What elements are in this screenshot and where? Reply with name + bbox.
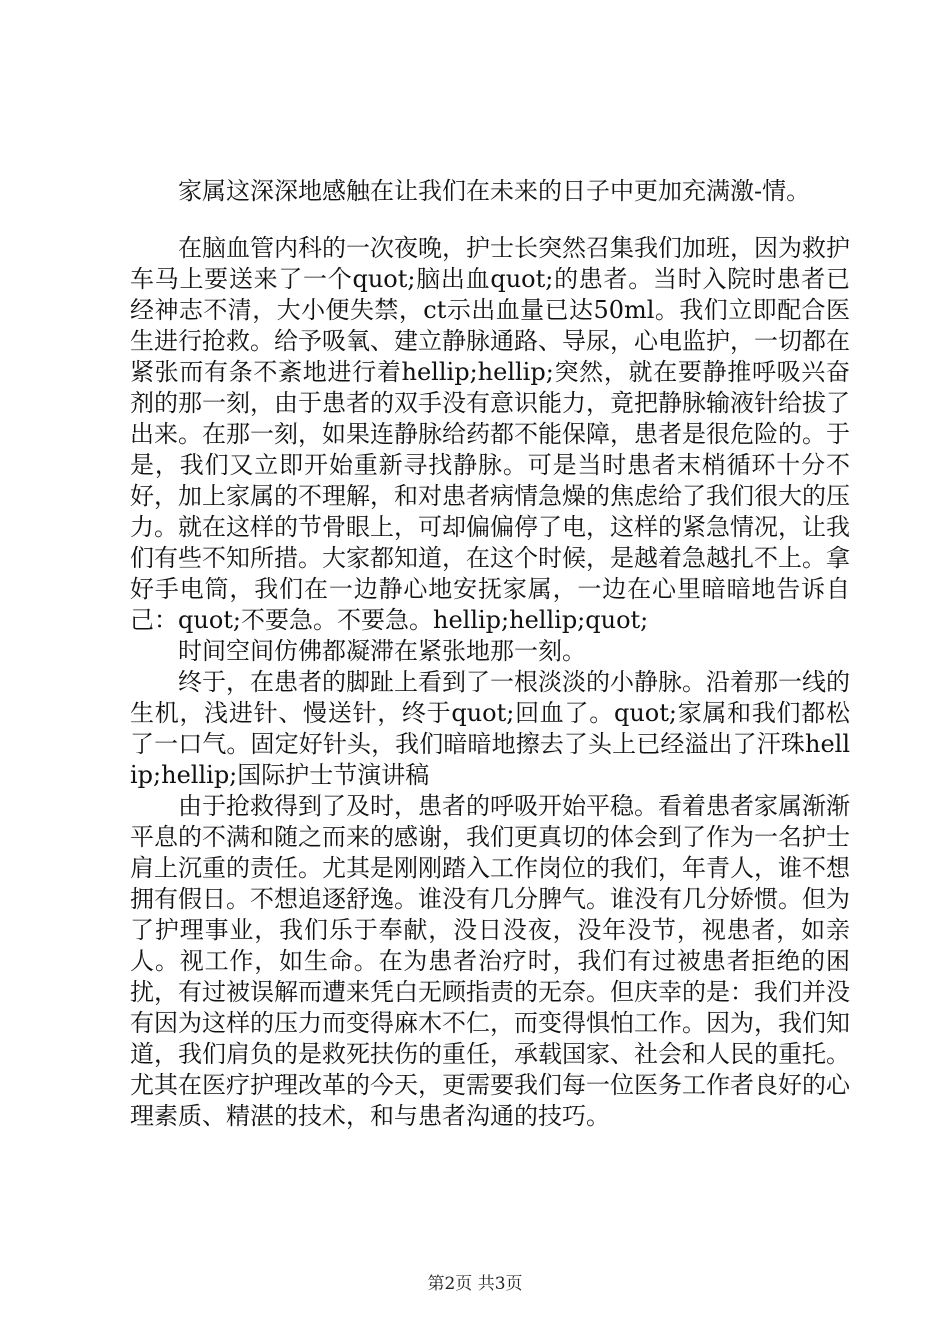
paragraph-2: 在脑血管内科的一次夜晚，护士长突然召集我们加班，因为救护车马上要送来了一个quot;脑出血quot;的患者。当时入院时患者已经神志不清，大小便失禁，ct示出血量已达50ml。我们立即配合医生进行抢救。给予吸氧、建立静脉通路、导尿，心电监护，一切都在紧张而有条不紊地进行着hellip;hellip;突然，就在要静推呼吸兴奋剂的那一刻，由于患者的双手没有意识能力，竟把静脉输液针给拔了出来。在那一刻，如果连静脉给药都不能保障，患者是很危险的。于是，我们又立即开始重新寻找静脉。可是当时患者末梢循环十分不好，加上家属的不理解，和对患者病情急燥的焦虑给了我们很大的压力。就在这样的节骨眼上，可却偏偏停了电，这样的紧急情况，让我们有些不知所措。大家都知道，在这个时候，是越着急越扎不上。拿好手电筒，我们在一边静心地安抚家属，一边在心里暗暗地告诉自己：quot;不要急。不要急。hellip;hellip;quot; bbox=[130, 234, 850, 634]
body-text-block bbox=[130, 233, 850, 1132]
paragraph-4: 终于，在患者的脚趾上看到了一根淡淡的小静脉。沿着那一线的生机，浅进针、慢送针，终于quot;回血了。quot;家属和我们都松了一口气。固定好针头，我们暗暗地擦去了头上已经溢出了汗珠hellip;hellip;国际护士节演讲稿 bbox=[130, 668, 850, 789]
paragraph-3: 时间空间仿佛都凝滞在紧张地那一刻。 bbox=[178, 637, 586, 665]
opening-text-block bbox=[130, 176, 850, 207]
page-footer: 第2页 共3页 bbox=[427, 1274, 523, 1294]
paragraph-5: 由于抢救得到了及时，患者的呼吸开始平稳。看着患者家属渐渐平息的不满和随之而来的感谢，我们更真切的体会到了作为一名护士肩上沉重的责任。尤其是刚刚踏入工作岗位的我们，年青人，谁不想拥有假日。不想追逐舒逸。谁没有几分脾气。谁没有几分娇惯。但为了护理事业，我们乐于奉献，没日没夜，没年没节，视患者，如亲人。视工作，如生命。在为患者治疗时，我们有过被患者拒绝的困扰，有过被误解而遭来凭白无顾指责的无奈。但庆幸的是：我们并没有因为这样的压力而变得麻木不仁，而变得惧怕工作。因为，我们知道，我们肩负的是救死扶伤的重任，承载国家、社会和人民的重托。尤其在医疗护理改革的今天，更需要我们每一位医务工作者良好的心理素质、精湛的技术，和与患者沟通的技巧。 bbox=[130, 792, 850, 1130]
paragraph-1: 家属这深深地感触在让我们在未来的日子中更加充满激-情。 bbox=[178, 177, 811, 205]
